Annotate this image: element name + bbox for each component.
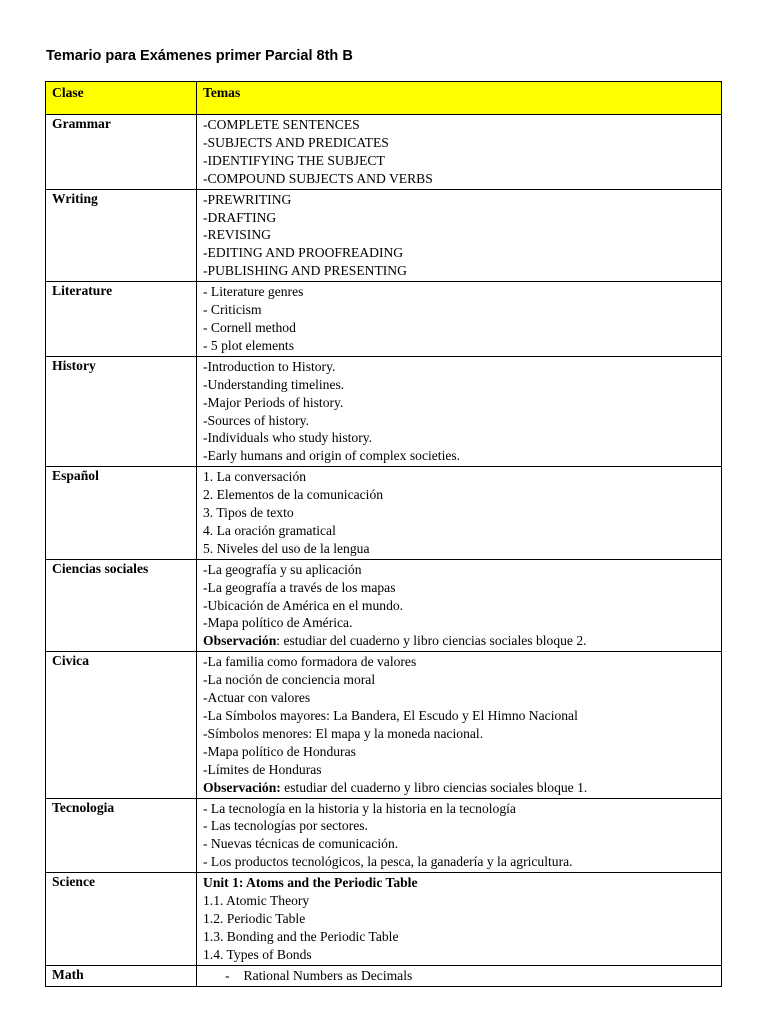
topic-line — [203, 928, 715, 946]
topic-emphasis: Observación — [203, 633, 277, 649]
topic-line — [203, 134, 715, 152]
topic-text: -Símbolos menores: El mapa y la moneda nacional. — [203, 725, 484, 741]
topic-text: -La Símbolos mayores: La Bandera, El Escudo y El Himno Nacional — [203, 708, 578, 723]
topic-text: 1.1. Atomic Theory — [203, 893, 310, 909]
subject-cell: History — [46, 356, 197, 466]
topic-text: - Literature genres — [203, 284, 304, 300]
topic-emphasis: Observación: — [203, 779, 281, 795]
topic-text: - Nuevas técnicas de comunicación. — [203, 836, 399, 852]
topics-cell — [197, 873, 722, 966]
topic-text: -SUBJECTS AND PREDICATES — [203, 134, 389, 150]
topic-text: 5. Niveles del uso de la lengua — [203, 540, 370, 556]
topic-line — [203, 244, 715, 262]
subject-cell: Grammar — [46, 115, 197, 190]
topic-line — [203, 800, 715, 818]
topic-text: -REVISING — [203, 227, 271, 243]
topic-line — [203, 761, 715, 779]
topic-line — [203, 522, 715, 540]
topic-line — [203, 597, 715, 615]
topic-text: -COMPOUND SUBJECTS AND VERBS — [203, 170, 433, 186]
subject-cell: Science — [46, 873, 197, 966]
topic-line — [203, 358, 715, 376]
topics-cell — [197, 652, 722, 798]
topics-cell — [197, 559, 722, 652]
subject-cell: Literature — [46, 282, 197, 357]
topic-line — [203, 209, 715, 227]
topic-line — [203, 725, 715, 743]
topic-line — [203, 743, 715, 761]
topic-text: 1.3. Bonding and the Periodic Table — [203, 928, 399, 944]
topics-cell — [197, 356, 722, 466]
topic-text: -IDENTIFYING THE SUBJECT — [203, 152, 385, 168]
topic-line — [203, 817, 715, 835]
topic-text: 1. La conversación — [203, 469, 307, 485]
topics-cell — [197, 189, 722, 282]
topic-text: -PUBLISHING AND PRESENTING — [203, 263, 407, 279]
topic-text: : estudiar del cuaderno y libro ciencias sociales bloque 2. — [276, 633, 587, 649]
topic-line — [203, 412, 715, 430]
table-row — [46, 189, 722, 282]
topics-cell — [197, 798, 722, 873]
topic-line — [203, 614, 715, 632]
header-clase: Clase — [46, 82, 197, 115]
topic-text: -Major Periods of history. — [203, 394, 344, 410]
table-row — [46, 356, 722, 466]
subject-cell: Math — [46, 965, 197, 986]
topic-text: 1.4. Types of Bonds — [203, 946, 312, 962]
topic-text: -Actuar con valores — [203, 690, 311, 706]
topic-text: 1.2. Periodic Table — [203, 910, 306, 926]
topic-text: -Límites de Honduras — [203, 761, 322, 777]
topic-line — [203, 394, 715, 412]
topic-text: -DRAFTING — [203, 209, 277, 225]
subject-cell: Tecnologia — [46, 798, 197, 873]
table-row — [46, 467, 722, 560]
topic-line — [203, 504, 715, 522]
topic-text: -Introduction to History. — [203, 358, 336, 374]
bullet-dash: - — [225, 967, 230, 983]
topic-text: -Individuals who study history. — [203, 430, 373, 446]
topic-line — [203, 653, 715, 671]
topic-line — [203, 874, 715, 892]
topic-line — [203, 853, 715, 871]
subject-cell: Ciencias sociales — [46, 559, 197, 652]
topic-emphasis: Unit 1: Atoms and the Periodic Table — [203, 875, 418, 891]
topic-text: Rational Numbers as Decimals — [243, 967, 413, 983]
topic-line — [203, 447, 715, 465]
topic-line — [203, 429, 715, 447]
topic-line — [203, 779, 715, 797]
topic-text: -EDITING AND PROOFREADING — [203, 245, 404, 261]
topic-line — [203, 967, 715, 985]
topic-text: -Early humans and origin of complex societies. — [203, 448, 461, 464]
topic-line — [203, 671, 715, 689]
table-row — [46, 559, 722, 652]
topic-text: -PREWRITING — [203, 191, 292, 207]
topic-text: estudiar del cuaderno y libro ciencias sociales bloque 1. — [280, 779, 588, 795]
header-temas: Temas — [197, 82, 722, 115]
topics-cell — [197, 115, 722, 190]
topic-line — [203, 152, 715, 170]
topic-text: 2. Elementos de la comunicación — [203, 487, 384, 503]
topic-line — [203, 486, 715, 504]
topic-line — [203, 579, 715, 597]
topic-text: - Los productos tecnológicos, la pesca, la ganadería y la agricultura. — [203, 854, 573, 870]
header-row — [46, 82, 722, 115]
table-row — [46, 873, 722, 966]
table-row — [46, 965, 722, 986]
topic-line — [203, 468, 715, 486]
table-row — [46, 115, 722, 190]
topic-line — [203, 632, 715, 650]
topics-cell — [197, 965, 722, 986]
topic-text: -COMPLETE SENTENCES — [203, 117, 360, 132]
topic-text: -Ubicación de América en el mundo. — [203, 597, 404, 613]
subject-cell: Writing — [46, 189, 197, 282]
topics-cell — [197, 467, 722, 560]
topic-line — [203, 262, 715, 280]
topic-text: - Cornell method — [203, 319, 296, 335]
table-row — [46, 798, 722, 873]
subject-cell: Español — [46, 467, 197, 560]
topic-line — [203, 689, 715, 707]
topic-line — [203, 561, 715, 579]
topic-line — [203, 301, 715, 319]
topic-text: 4. La oración gramatical — [203, 522, 336, 538]
topic-text: -La geografía y su aplicación — [203, 561, 362, 577]
page-title: Temario para Exámenes primer Parcial 8th B — [46, 48, 353, 64]
topic-text: -Mapa político de Honduras — [203, 743, 356, 759]
topic-text: -Mapa político de América. — [203, 615, 353, 631]
topic-text: - Criticism — [203, 302, 262, 318]
topic-line — [203, 946, 715, 964]
subject-cell: Civica — [46, 652, 197, 798]
topic-text: - 5 plot elements — [203, 337, 294, 353]
syllabus-table — [45, 81, 722, 987]
topic-line — [203, 116, 715, 134]
topic-line — [203, 540, 715, 558]
topic-line — [203, 170, 715, 188]
topic-line — [203, 835, 715, 853]
topic-text: -Understanding timelines. — [203, 376, 345, 392]
topic-line — [203, 910, 715, 928]
topic-line — [203, 319, 715, 337]
topic-line — [203, 191, 715, 209]
topic-line — [203, 376, 715, 394]
topic-line — [203, 707, 715, 725]
topic-text: - La tecnología en la historia y la historia en la tecnología — [203, 800, 516, 816]
topic-text: -La noción de conciencia moral — [203, 672, 376, 688]
topic-line — [203, 226, 715, 244]
topic-line — [203, 892, 715, 910]
topic-line — [203, 283, 715, 301]
table-row — [46, 652, 722, 798]
topic-text: -Sources of history. — [203, 412, 309, 428]
table-row — [46, 282, 722, 357]
topic-text: - Las tecnologías por sectores. — [203, 818, 368, 834]
topic-text: -La familia como formadora de valores — [203, 654, 417, 670]
topic-text: -La geografía a través de los mapas — [203, 579, 396, 595]
topic-line — [203, 337, 715, 355]
topics-cell — [197, 282, 722, 357]
topic-text: 3. Tipos de texto — [203, 505, 294, 521]
